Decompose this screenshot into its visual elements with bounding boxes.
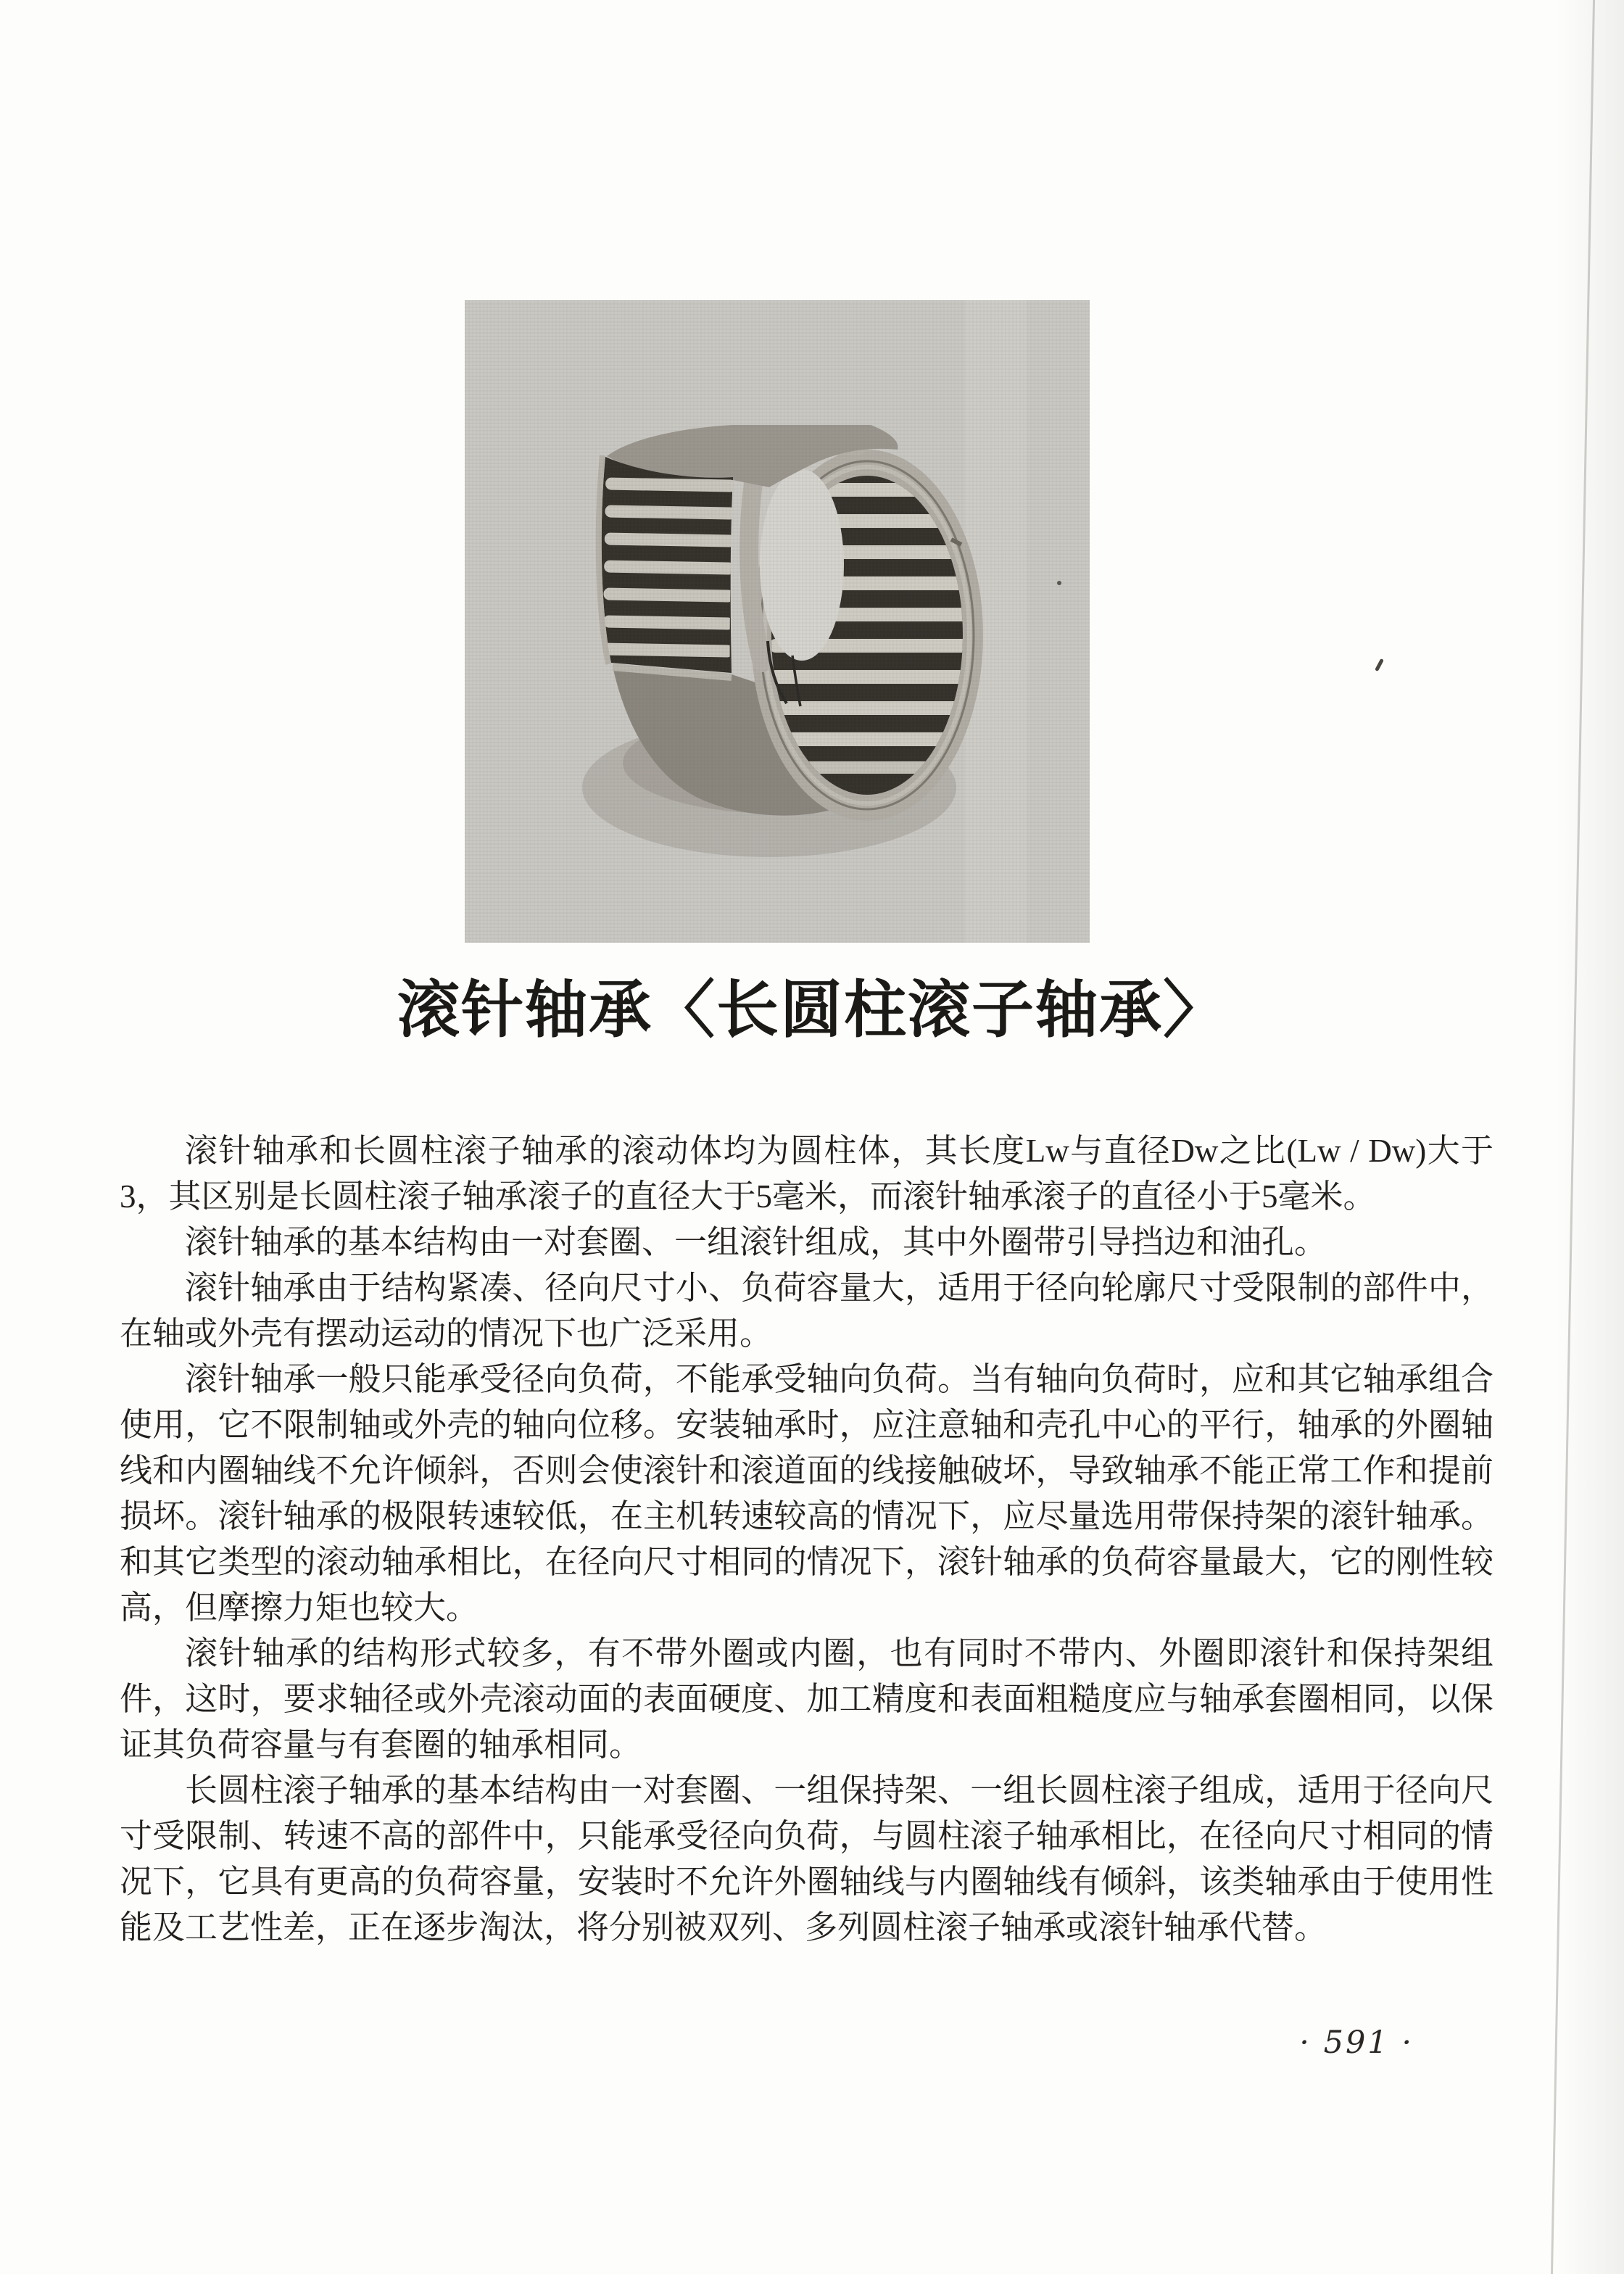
bearing-bore: [760, 469, 844, 661]
page-title: 滚针轴承〈长圆柱滚子轴承〉: [397, 975, 1227, 1045]
scan-speck: [1375, 658, 1384, 671]
body-text: [120, 1128, 1494, 1951]
paragraph-1: 滚针轴承和长圆柱滚子轴承的滚动体均为圆柱体，其长度Lw与直径Dw之比(Lw / Dw)大于3，其区别是长圆柱滚子轴承滚子的直径大于5毫米，而滚针轴承滚子的直径小于5毫米。: [120, 1133, 1494, 1215]
needle-bearing-illustration: [465, 300, 1090, 943]
paragraph-2: 滚针轴承的基本结构由一对套圈、一组滚针组成，其中外圈带引导挡边和油孔。: [185, 1224, 1327, 1260]
paragraph-3: 滚针轴承由于结构紧凑、径向尺寸小、负荷容量大，适用于径向轮廓尺寸受限制的部件中，在轴或外壳有摆动运动的情况下也广泛采用。: [120, 1270, 1494, 1352]
paragraph-5: 滚针轴承的结构形式较多，有不带外圈或内圈，也有同时不带内、外圈即滚针和保持架组件，这时，要求轴径或外壳滚动面的表面硬度、加工精度和表面粗糙度应与轴承套圈相同，以保证其负荷容量与有套圈的轴承相同。: [120, 1635, 1494, 1763]
paragraph-6: 长圆柱滚子轴承的基本结构由一对套圈、一组保持架、一组长圆柱滚子组成，适用于径向尺寸受限制、转速不高的部件中，只能承受径向负荷，与圆柱滚子轴承相比，在径向尺寸相同的情况下，它具有更高的负荷容量，安装时不允许外圈轴线与内圈轴线有倾斜，该类轴承由于使用性能及工艺性差，正在逐步淘汰，将分别被双列、多列圆柱滚子轴承或滚针轴承代替。: [120, 1772, 1494, 1946]
page-number: · 591 ·: [1299, 2025, 1414, 2061]
paragraph-4: 滚针轴承一般只能承受径向负荷，不能承受轴向负荷。当有轴向负荷时，应和其它轴承组合使用，它不限制轴或外壳的轴向位移。安装轴承时，应注意轴和壳孔中心的平行，轴承的外圈轴线和内圈轴线不允许倾斜，否则会使滚针和滚道面的线接触破坏，导致轴承不能正常工作和提前损坏。滚针轴承的极限转速较低，在主机转速较高的情况下，应尽量选用带保持架的滚针轴承。和其它类型的滚动轴承相比，在径向尺寸相同的情况下，滚针轴承的负荷容量最大，它的刚性较高，但摩擦力矩也较大。: [120, 1361, 1494, 1626]
page-edge-shadow: [1557, 0, 1624, 2274]
photo-speck: [1057, 581, 1061, 585]
bearing-photo: [465, 300, 1090, 943]
